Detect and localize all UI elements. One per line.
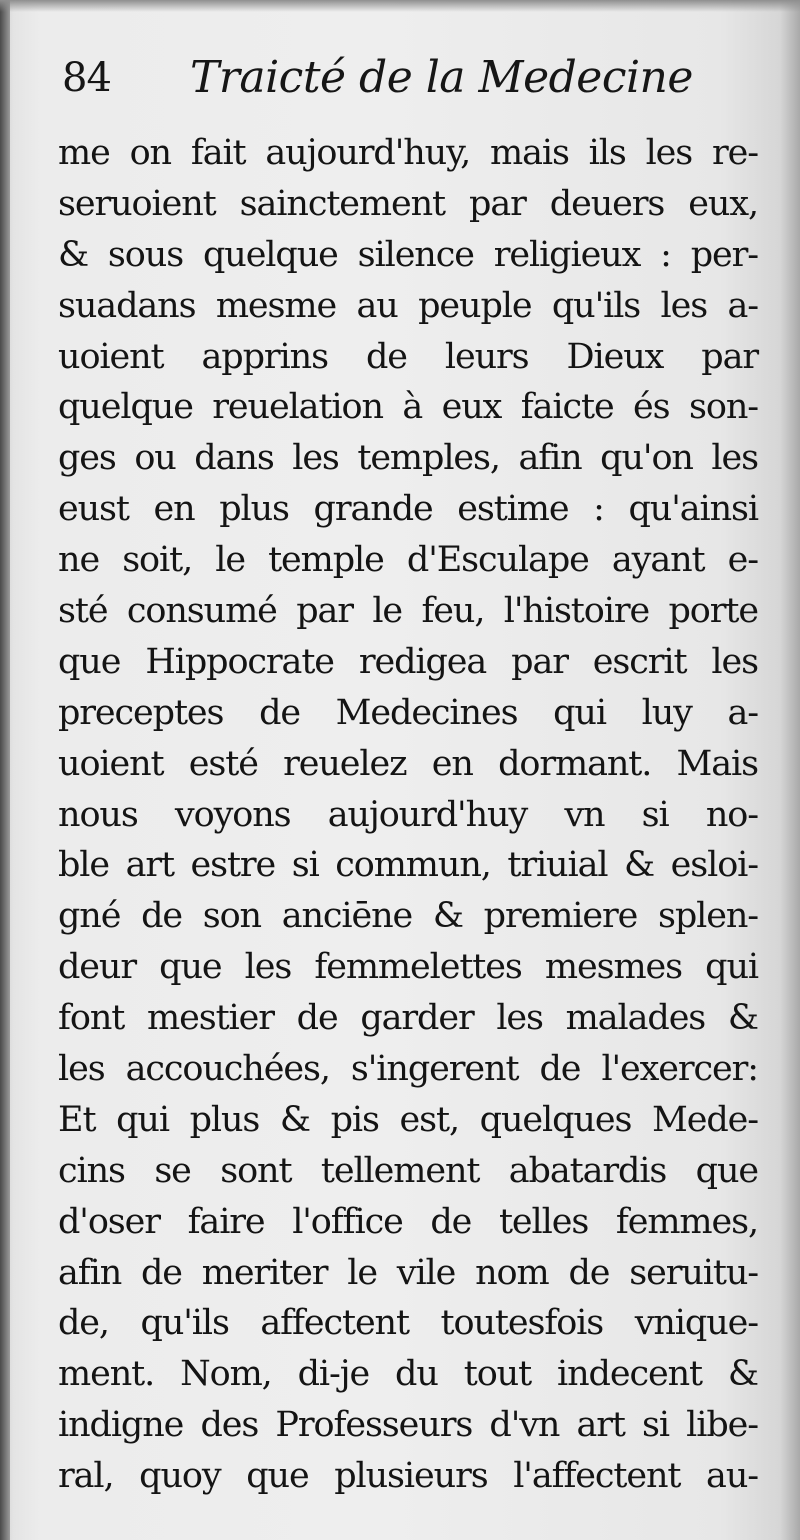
text-line: ral, quoy que plusieurs l'affectent au- <box>58 1456 758 1497</box>
text-line: me on fait aujourd'huy, mais ils les re- <box>58 133 758 173</box>
text-line: ment. Nom, di-je du tout indecent & <box>58 1354 758 1395</box>
text-line: indigne des Professeurs d'vn art si libe- <box>58 1405 758 1446</box>
text-line: cins se sont tellement abatardis que <box>58 1150 758 1191</box>
text-line: gné de son anciēne & premiere splen- <box>58 896 758 937</box>
body-text <box>58 128 758 1502</box>
text-line: afin de meriter le vile nom de seruitu- <box>58 1252 758 1293</box>
running-title: Traicté de la Medecine <box>190 52 693 103</box>
text-line: que Hippocrate redigea par escrit les <box>58 641 758 682</box>
text-line: seruoient sainctement par deuers eux, <box>58 183 758 224</box>
text-line: ble art estre si commun, triuial & esloi- <box>58 845 758 886</box>
text-line: Et qui plus & pis est, quelques Mede- <box>58 1099 758 1140</box>
text-line: ges ou dans les temples, afin qu'on les <box>58 438 758 479</box>
text-line: les accouchées, s'ingerent de l'exercer: <box>58 1049 758 1090</box>
text-line: suadans mesme au peuple qu'ils les a- <box>58 285 758 326</box>
running-header <box>62 52 762 116</box>
text-line: sté consumé par le feu, l'histoire porte <box>58 591 758 632</box>
page-number: 84 <box>62 55 111 101</box>
text-line: nous voyons aujourd'huy vn si no- <box>58 794 758 835</box>
text-line: font mestier de garder les malades & <box>58 998 758 1039</box>
text-line: deur que les femmelettes mesmes qui <box>58 947 758 988</box>
text-line: eust en plus grande estime : qu'ainsi <box>58 489 758 530</box>
text-line: quelque reuelation à eux faicte és son- <box>58 387 758 428</box>
text-line: ne soit, le temple d'Esculape ayant e- <box>58 540 758 581</box>
text-line: uoient apprins de leurs Dieux par <box>58 336 758 377</box>
text-line: uoient esté reuelez en dormant. Mais <box>58 743 758 784</box>
text-line: preceptes de Medecines qui luy a- <box>58 692 758 733</box>
text-line: & sous quelque silence religieux : per- <box>58 234 758 275</box>
text-line: d'oser faire l'office de telles femmes, <box>58 1201 758 1242</box>
text-line: de, qu'ils affectent toutesfois vnique- <box>58 1303 758 1344</box>
